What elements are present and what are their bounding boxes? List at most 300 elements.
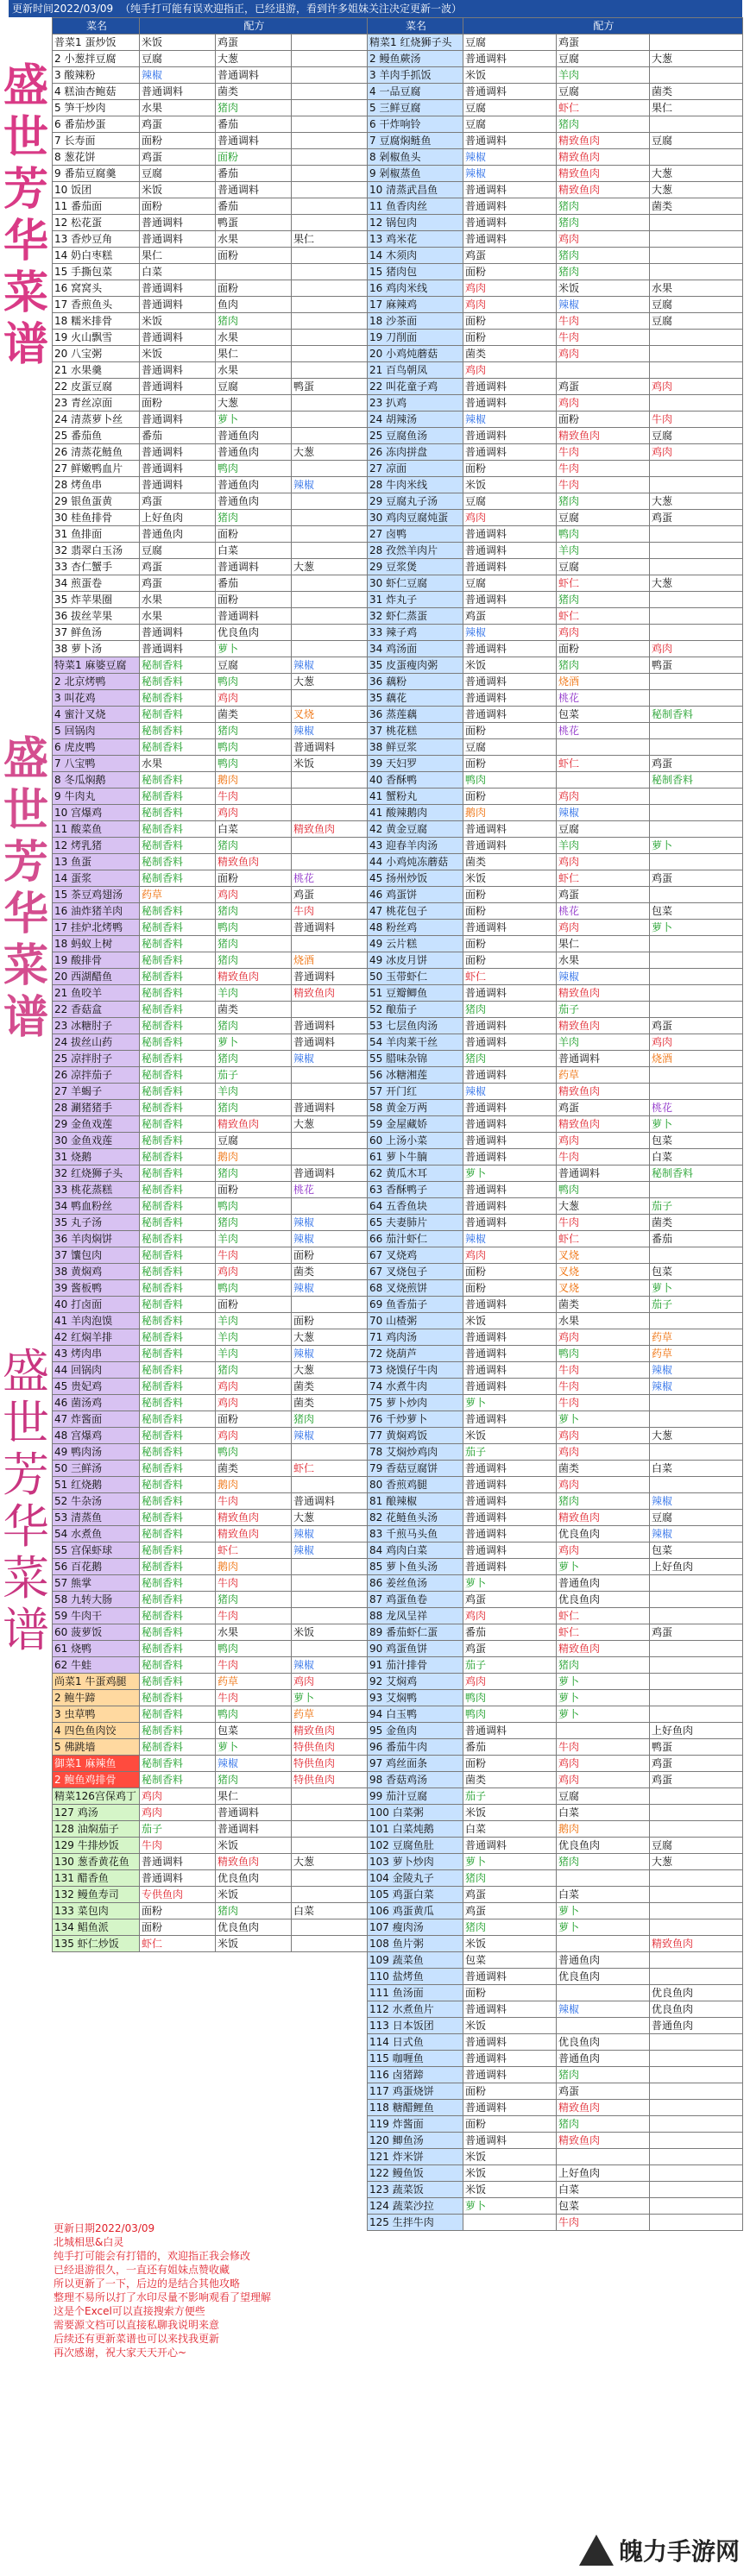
- ingredient-cell: 米饭: [140, 313, 216, 330]
- ingredient-cell: 米饭: [216, 1936, 292, 1952]
- dish-name: 10 饭团: [53, 182, 140, 198]
- dish-name: 69 鱼香茄子: [368, 1297, 463, 1313]
- recipe-row: [368, 116, 743, 133]
- ingredient-cell: 猪肉: [216, 903, 292, 920]
- dish-name: 8 冬瓜焖鹅: [53, 772, 140, 789]
- ingredient-cell: 普通调料: [292, 1493, 368, 1510]
- ingredient-cell: 猪肉: [557, 592, 650, 608]
- ingredient-cell: 秘制香料: [140, 1706, 216, 1723]
- ingredient-cell: 菌类: [557, 1461, 650, 1477]
- recipe-row: [53, 149, 368, 166]
- recipe-row: [368, 1116, 743, 1133]
- ingredient-cell: 辣椒: [292, 723, 368, 739]
- ingredient-cell: 普通调料: [463, 182, 557, 198]
- ingredient-cell: 大葱: [650, 1428, 743, 1444]
- recipe-row: [368, 215, 743, 231]
- ingredient-cell: 普通调料: [140, 379, 216, 395]
- ingredient-cell: 包菜: [650, 903, 743, 920]
- recipe-row: [368, 2001, 743, 2018]
- ingredient-cell: 豆腐: [557, 821, 650, 838]
- dish-name: 15 手撕包菜: [53, 264, 140, 280]
- dish-name: 61 烧鸭: [53, 1641, 140, 1657]
- recipe-row: [368, 920, 743, 936]
- ingredient-cell: 虾仁: [557, 100, 650, 116]
- ingredient-cell: 普通调料: [463, 707, 557, 723]
- ingredient-cell: 鹅肉: [216, 772, 292, 789]
- dish-name: 37 鲜鱼汤: [53, 625, 140, 641]
- ingredient-cell: 萝卜: [557, 1690, 650, 1706]
- ingredient-cell: 普通鱼肉: [216, 444, 292, 461]
- recipe-row: [368, 1969, 743, 1985]
- ingredient-cell: 羊肉: [557, 67, 650, 84]
- dish-name: 42 红焖羊排: [53, 1329, 140, 1346]
- ingredient-cell: 秘制香料: [140, 1395, 216, 1411]
- dish-name: 21 水果羹: [53, 362, 140, 379]
- ingredient-cell: 秘制香料: [140, 1133, 216, 1149]
- ingredient-cell: 秘制香料: [140, 1690, 216, 1706]
- ingredient-cell: 秘制香料: [140, 1592, 216, 1608]
- ingredient-cell: 辣椒: [292, 1526, 368, 1542]
- recipe-row: [368, 412, 743, 428]
- ingredient-cell: 普通调料: [140, 477, 216, 493]
- recipe-row: [368, 2018, 743, 2034]
- dish-name: 92 艾焖鸡: [368, 1674, 463, 1690]
- dish-name: 86 姜丝鱼汤: [368, 1575, 463, 1592]
- ingredient-cell: 大葱: [292, 1854, 368, 1870]
- ingredient-cell: [650, 1805, 743, 1821]
- ingredient-cell: 辣椒: [292, 1280, 368, 1297]
- dish-name: 55 腊味杂锦: [368, 1051, 463, 1067]
- recipe-row: [368, 1395, 743, 1411]
- ingredient-cell: 猪肉: [557, 1854, 650, 1870]
- ingredient-cell: 精致鱼肉: [292, 821, 368, 838]
- ingredient-cell: 虾仁: [463, 969, 557, 985]
- ingredient-cell: [650, 789, 743, 805]
- ingredient-cell: 精致鱼肉: [292, 985, 368, 1002]
- ingredient-cell: 猪肉: [463, 1002, 557, 1018]
- ingredient-cell: 鸡肉: [140, 1805, 216, 1821]
- ingredient-cell: 秘制香料: [140, 838, 216, 854]
- ingredient-cell: 鸡蛋: [650, 510, 743, 526]
- recipe-row: [53, 1624, 368, 1641]
- dish-name: 8 剁椒鱼头: [368, 149, 463, 166]
- ingredient-cell: [292, 1936, 368, 1952]
- ingredient-cell: [292, 575, 368, 592]
- dish-name: 82 花鲢鱼头汤: [368, 1510, 463, 1526]
- ingredient-cell: 鸡肉: [557, 1133, 650, 1149]
- ingredient-cell: 包菜: [650, 1133, 743, 1149]
- ingredient-cell: 面粉: [463, 1985, 557, 2001]
- ingredient-cell: 鸡肉: [557, 625, 650, 641]
- recipe-row: [368, 985, 743, 1002]
- ingredient-cell: [650, 1084, 743, 1100]
- dish-name: 6 番茄炒蛋: [53, 116, 140, 133]
- dish-name: 83 千煎马头鱼: [368, 1526, 463, 1542]
- ingredient-cell: 桃花: [557, 723, 650, 739]
- ingredient-cell: 番茄: [650, 1231, 743, 1247]
- dish-name: 80 香煎鸡腿: [368, 1477, 463, 1493]
- recipe-row: [53, 870, 368, 887]
- ingredient-cell: 米饭: [463, 1936, 557, 1952]
- ingredient-cell: 牛肉: [557, 1395, 650, 1411]
- dish-name: 特菜1 麻婆豆腐: [53, 657, 140, 674]
- recipe-row: [368, 1297, 743, 1313]
- ingredient-cell: 鸡肉: [557, 346, 650, 362]
- recipe-row: [53, 592, 368, 608]
- dish-name: 33 桃花蒸糕: [53, 1182, 140, 1198]
- dish-name: 25 番茄鱼: [53, 428, 140, 444]
- ingredient-cell: [650, 2182, 743, 2198]
- ingredient-cell: 大葱: [292, 1329, 368, 1346]
- dish-name: 73 烧馍仔牛肉: [368, 1362, 463, 1379]
- ingredient-cell: 鸭肉: [557, 526, 650, 543]
- dish-name: 精菜1 红烧狮子头: [368, 35, 463, 51]
- recipe-row: [368, 2067, 743, 2083]
- recipe-row: [53, 1067, 368, 1084]
- recipe-row: [53, 248, 368, 264]
- recipe-row: [53, 723, 368, 739]
- ingredient-cell: 水果: [216, 1624, 292, 1641]
- ingredient-cell: 辣椒: [292, 1051, 368, 1067]
- ingredient-cell: 鸡肉: [216, 1264, 292, 1280]
- ingredient-cell: 辣椒: [557, 969, 650, 985]
- dish-name: 35 丸子汤: [53, 1215, 140, 1231]
- ingredient-cell: 烧酒: [557, 674, 650, 690]
- ingredient-cell: [292, 264, 368, 280]
- ingredient-cell: 猪肉: [216, 1100, 292, 1116]
- ingredient-cell: 秘制香料: [140, 707, 216, 723]
- ingredient-cell: 水果: [557, 952, 650, 969]
- recipe-row: [368, 657, 743, 674]
- ingredient-cell: 秘制香料: [140, 1379, 216, 1395]
- ingredient-cell: 鸭肉: [557, 1346, 650, 1362]
- recipe-row: [368, 690, 743, 707]
- recipe-row: [368, 1985, 743, 2001]
- dish-name: 9 番茄豆腐羹: [53, 166, 140, 182]
- dish-name: 48 宫爆鸡: [53, 1428, 140, 1444]
- dish-name: 67 叉烧鸡: [368, 1247, 463, 1264]
- dish-name: 24 胡辣汤: [368, 412, 463, 428]
- ingredient-cell: 豆腐: [140, 543, 216, 559]
- dish-name: 35 皮蛋瘦肉粥: [368, 657, 463, 674]
- dish-name: 17 香煎鱼头: [53, 297, 140, 313]
- watermark: [579, 2533, 740, 2567]
- ingredient-cell: [292, 116, 368, 133]
- ingredient-cell: [650, 887, 743, 903]
- ingredient-cell: 菌类: [292, 1395, 368, 1411]
- ingredient-cell: 面粉: [140, 1919, 216, 1936]
- col-dish: 菜名: [368, 18, 463, 35]
- dish-name: 12 锅包肉: [368, 215, 463, 231]
- dish-name: 19 火山飘雪: [53, 330, 140, 346]
- ingredient-cell: 鸡肉: [557, 920, 650, 936]
- dish-name: 58 九转大肠: [53, 1592, 140, 1608]
- ingredient-cell: 秘制香料: [140, 723, 216, 739]
- ingredient-cell: 鸭肉: [216, 756, 292, 772]
- ingredient-cell: 普通调料: [140, 641, 216, 657]
- ingredient-cell: 鸡蛋: [463, 608, 557, 625]
- ingredient-cell: [292, 1919, 368, 1936]
- dish-name: 123 蔬菜饭: [368, 2182, 463, 2198]
- recipe-row: [53, 739, 368, 756]
- ingredient-cell: [650, 1444, 743, 1461]
- dish-name: 38 鲜豆浆: [368, 739, 463, 756]
- dish-name: 54 羊肉莱干丝: [368, 1034, 463, 1051]
- recipe-row: [368, 936, 743, 952]
- ingredient-cell: 猪肉: [216, 1165, 292, 1182]
- recipe-row: [53, 805, 368, 821]
- ingredient-cell: [650, 116, 743, 133]
- ingredient-cell: 番茄: [216, 166, 292, 182]
- ingredient-cell: 秘制香料: [140, 1084, 216, 1100]
- dish-name: 31 烧鹅: [53, 1149, 140, 1165]
- ingredient-cell: 猪肉: [557, 1493, 650, 1510]
- ingredient-cell: [292, 1444, 368, 1461]
- dish-name: 107 瘦肉汤: [368, 1919, 463, 1936]
- recipe-row: [53, 1526, 368, 1542]
- note-line: 更新日期2022/03/09: [54, 2222, 155, 2234]
- ingredient-cell: 鸭肉: [216, 674, 292, 690]
- ingredient-cell: 菌类: [463, 346, 557, 362]
- ingredient-cell: 鸡肉: [557, 1756, 650, 1772]
- ingredient-cell: 秘制香料: [140, 1444, 216, 1461]
- recipe-row: [53, 1362, 368, 1379]
- ingredient-cell: 猪肉: [463, 1870, 557, 1887]
- ingredient-cell: 牛肉: [557, 1149, 650, 1165]
- recipe-row: [53, 936, 368, 952]
- ingredient-cell: 鸡蛋: [557, 1100, 650, 1116]
- dish-name: 8 葱花饼: [53, 149, 140, 166]
- ingredient-cell: 鸡蛋: [463, 1641, 557, 1657]
- ingredient-cell: [557, 772, 650, 789]
- ingredient-cell: 秘制香料: [140, 1461, 216, 1477]
- dish-name: 81 酿辣椒: [368, 1493, 463, 1510]
- ingredient-cell: [650, 248, 743, 264]
- dish-name: 20 西湖醋鱼: [53, 969, 140, 985]
- ingredient-cell: 豆腐: [557, 51, 650, 67]
- ingredient-cell: 鸭肉: [216, 1641, 292, 1657]
- recipe-row: [53, 1756, 368, 1772]
- ingredient-cell: 菌类: [216, 1461, 292, 1477]
- dish-name: 22 叫花童子鸡: [368, 379, 463, 395]
- note-line: 需要源文档可以直接私聊我说明来意: [54, 2319, 220, 2331]
- dish-name: 111 鱼汤面: [368, 1985, 463, 2001]
- recipe-row: [368, 182, 743, 198]
- recipe-row: [368, 1526, 743, 1542]
- ingredient-cell: 虾仁: [557, 1624, 650, 1641]
- ingredient-cell: 普通调料: [463, 444, 557, 461]
- ingredient-cell: [650, 215, 743, 231]
- recipe-row: [53, 674, 368, 690]
- ingredient-cell: [292, 1198, 368, 1215]
- ingredient-cell: 秘制香料: [140, 1624, 216, 1641]
- ingredient-cell: 白菜: [557, 1805, 650, 1821]
- recipe-row: [368, 1674, 743, 1690]
- ingredient-cell: 秘制香料: [140, 1182, 216, 1198]
- ingredient-cell: 优良鱼肉: [216, 1870, 292, 1887]
- ingredient-cell: 白菜: [557, 1887, 650, 1903]
- recipe-table-left: [52, 17, 368, 1952]
- recipe-row: [53, 1821, 368, 1838]
- recipe-row: [53, 1772, 368, 1788]
- ingredient-cell: 面粉: [463, 2083, 557, 2100]
- ingredient-cell: 鸡蛋: [140, 575, 216, 592]
- dish-name: 70 山楂粥: [368, 1313, 463, 1329]
- ingredient-cell: [650, 67, 743, 84]
- ingredient-cell: 普通调料: [463, 231, 557, 248]
- dish-name: 56 百花鹅: [53, 1559, 140, 1575]
- ingredient-cell: 秘制香料: [140, 1247, 216, 1264]
- recipe-row: [53, 1395, 368, 1411]
- recipe-row: [368, 1133, 743, 1149]
- ingredient-cell: [292, 1149, 368, 1165]
- ingredient-cell: 大葱: [292, 559, 368, 575]
- dish-name: 58 黄金万两: [368, 1100, 463, 1116]
- ingredient-cell: 水果: [140, 592, 216, 608]
- ingredient-cell: 普通调料: [463, 1510, 557, 1526]
- ingredient-cell: 番茄: [463, 1624, 557, 1641]
- ingredient-cell: 普通调料: [140, 330, 216, 346]
- ingredient-cell: 萝卜: [557, 1903, 650, 1919]
- recipe-row: [368, 805, 743, 821]
- recipe-row: [53, 838, 368, 854]
- ingredient-cell: 普通调料: [463, 2067, 557, 2083]
- ingredient-cell: 鸡肉: [557, 1329, 650, 1346]
- dish-name: 43 迎春羊肉汤: [368, 838, 463, 854]
- ingredient-cell: 鸭蛋: [650, 1739, 743, 1756]
- ingredient-cell: 豆腐: [650, 1510, 743, 1526]
- recipe-row: [368, 1952, 743, 1969]
- ingredient-cell: 优良鱼肉: [216, 1919, 292, 1936]
- ingredient-cell: [650, 1575, 743, 1592]
- recipe-row: [53, 543, 368, 559]
- ingredient-cell: [292, 428, 368, 444]
- ingredient-cell: 鸡肉: [557, 231, 650, 248]
- recipe-row: [368, 1542, 743, 1559]
- recipe-row: [53, 1329, 368, 1346]
- dish-name: 114 日式鱼: [368, 2034, 463, 2051]
- ingredient-cell: [292, 395, 368, 412]
- dish-name: 19 酸排骨: [53, 952, 140, 969]
- recipe-row: [368, 2149, 743, 2165]
- ingredient-cell: 白菜: [292, 1903, 368, 1919]
- ingredient-cell: 精致鱼肉: [650, 1936, 743, 1952]
- note-line: 后续还有更新菜谱也可以来找我更新: [54, 2333, 220, 2345]
- recipe-row: [368, 1854, 743, 1870]
- ingredient-cell: 秘制香料: [140, 1198, 216, 1215]
- ingredient-cell: 桃花: [557, 690, 650, 707]
- recipe-row: [53, 297, 368, 313]
- ingredient-cell: 面粉: [216, 592, 292, 608]
- ingredient-cell: 猪肉: [557, 264, 650, 280]
- ingredient-cell: 萝卜: [463, 1575, 557, 1592]
- dish-name: 25 凉拌肘子: [53, 1051, 140, 1067]
- ingredient-cell: [557, 2149, 650, 2165]
- recipe-row: [368, 248, 743, 264]
- ingredient-cell: 辣椒: [463, 625, 557, 641]
- ingredient-cell: 大葱: [650, 51, 743, 67]
- recipe-row: [368, 149, 743, 166]
- ingredient-cell: 秘制香料: [140, 1641, 216, 1657]
- ingredient-cell: 面粉: [463, 2116, 557, 2133]
- ingredient-cell: [292, 67, 368, 84]
- ingredient-cell: 普通调料: [292, 739, 368, 756]
- dish-name: 7 豆腐焖鲢鱼: [368, 133, 463, 149]
- ingredient-cell: 猪肉: [216, 936, 292, 952]
- recipe-row: [368, 2165, 743, 2182]
- ingredient-cell: 辣椒: [292, 1657, 368, 1674]
- recipe-row: [368, 1362, 743, 1379]
- ingredient-cell: 萝卜: [216, 641, 292, 657]
- ingredient-cell: [650, 674, 743, 690]
- ingredient-cell: [650, 1641, 743, 1657]
- ingredient-cell: [650, 1592, 743, 1608]
- ingredient-cell: 秘制香料: [140, 1559, 216, 1575]
- ingredient-cell: 普通调料: [463, 559, 557, 575]
- ingredient-cell: 普通调料: [292, 920, 368, 936]
- dish-name: 103 萝卜炒肉: [368, 1854, 463, 1870]
- recipe-row: [53, 772, 368, 789]
- ingredient-cell: 优良鱼肉: [557, 1526, 650, 1542]
- dish-name: 49 云片糕: [368, 936, 463, 952]
- recipe-row: [53, 1542, 368, 1559]
- dish-name: 4 蜜汁叉烧: [53, 707, 140, 723]
- ingredient-cell: 上好鱼肉: [557, 2165, 650, 2182]
- ingredient-cell: 猪肉: [557, 198, 650, 215]
- recipe-row: [368, 280, 743, 297]
- ingredient-cell: 白菜: [140, 264, 216, 280]
- recipe-row: [368, 1100, 743, 1116]
- ingredient-cell: 普通调料: [140, 297, 216, 313]
- ingredient-cell: 面粉: [557, 412, 650, 428]
- ingredient-cell: 普通调料: [140, 84, 216, 100]
- ingredient-cell: 面粉: [216, 248, 292, 264]
- recipe-row: [53, 493, 368, 510]
- recipe-row: [53, 231, 368, 248]
- ingredient-cell: 牛肉: [216, 1608, 292, 1624]
- ingredient-cell: 普通调料: [463, 133, 557, 149]
- ingredient-cell: 豆腐: [650, 133, 743, 149]
- ingredient-cell: 虾仁: [557, 870, 650, 887]
- ingredient-cell: [557, 739, 650, 756]
- recipe-row: [368, 2100, 743, 2116]
- recipe-row: [53, 887, 368, 903]
- ingredient-cell: 白菜: [650, 1461, 743, 1477]
- recipe-row: [53, 559, 368, 575]
- ingredient-cell: 茄子: [650, 1297, 743, 1313]
- ingredient-cell: 普通调料: [216, 559, 292, 575]
- dish-name: 20 八宝粥: [53, 346, 140, 362]
- ingredient-cell: 精致鱼肉: [557, 1116, 650, 1133]
- dish-name: 85 萝卜鱼头汤: [368, 1559, 463, 1575]
- ingredient-cell: 普通调料: [292, 969, 368, 985]
- recipe-row: [53, 690, 368, 707]
- recipe-row: [53, 608, 368, 625]
- recipe-row: [368, 100, 743, 116]
- dish-name: 98 香菇鸡汤: [368, 1772, 463, 1788]
- ingredient-cell: 包菜: [650, 1264, 743, 1280]
- note-line: 纯手打可能会有打错的，欢迎指正我会修改: [54, 2250, 251, 2262]
- recipe-row: [368, 2083, 743, 2100]
- ingredient-cell: 普通鱼肉: [557, 1575, 650, 1592]
- dish-name: 9 牛肉丸: [53, 789, 140, 805]
- dish-name: 34 鸭血粉丝: [53, 1198, 140, 1215]
- ingredient-cell: 桃花: [650, 1100, 743, 1116]
- ingredient-cell: [650, 149, 743, 166]
- ingredient-cell: [292, 362, 368, 379]
- ingredient-cell: 普通调料: [463, 1215, 557, 1231]
- recipe-row: [368, 477, 743, 493]
